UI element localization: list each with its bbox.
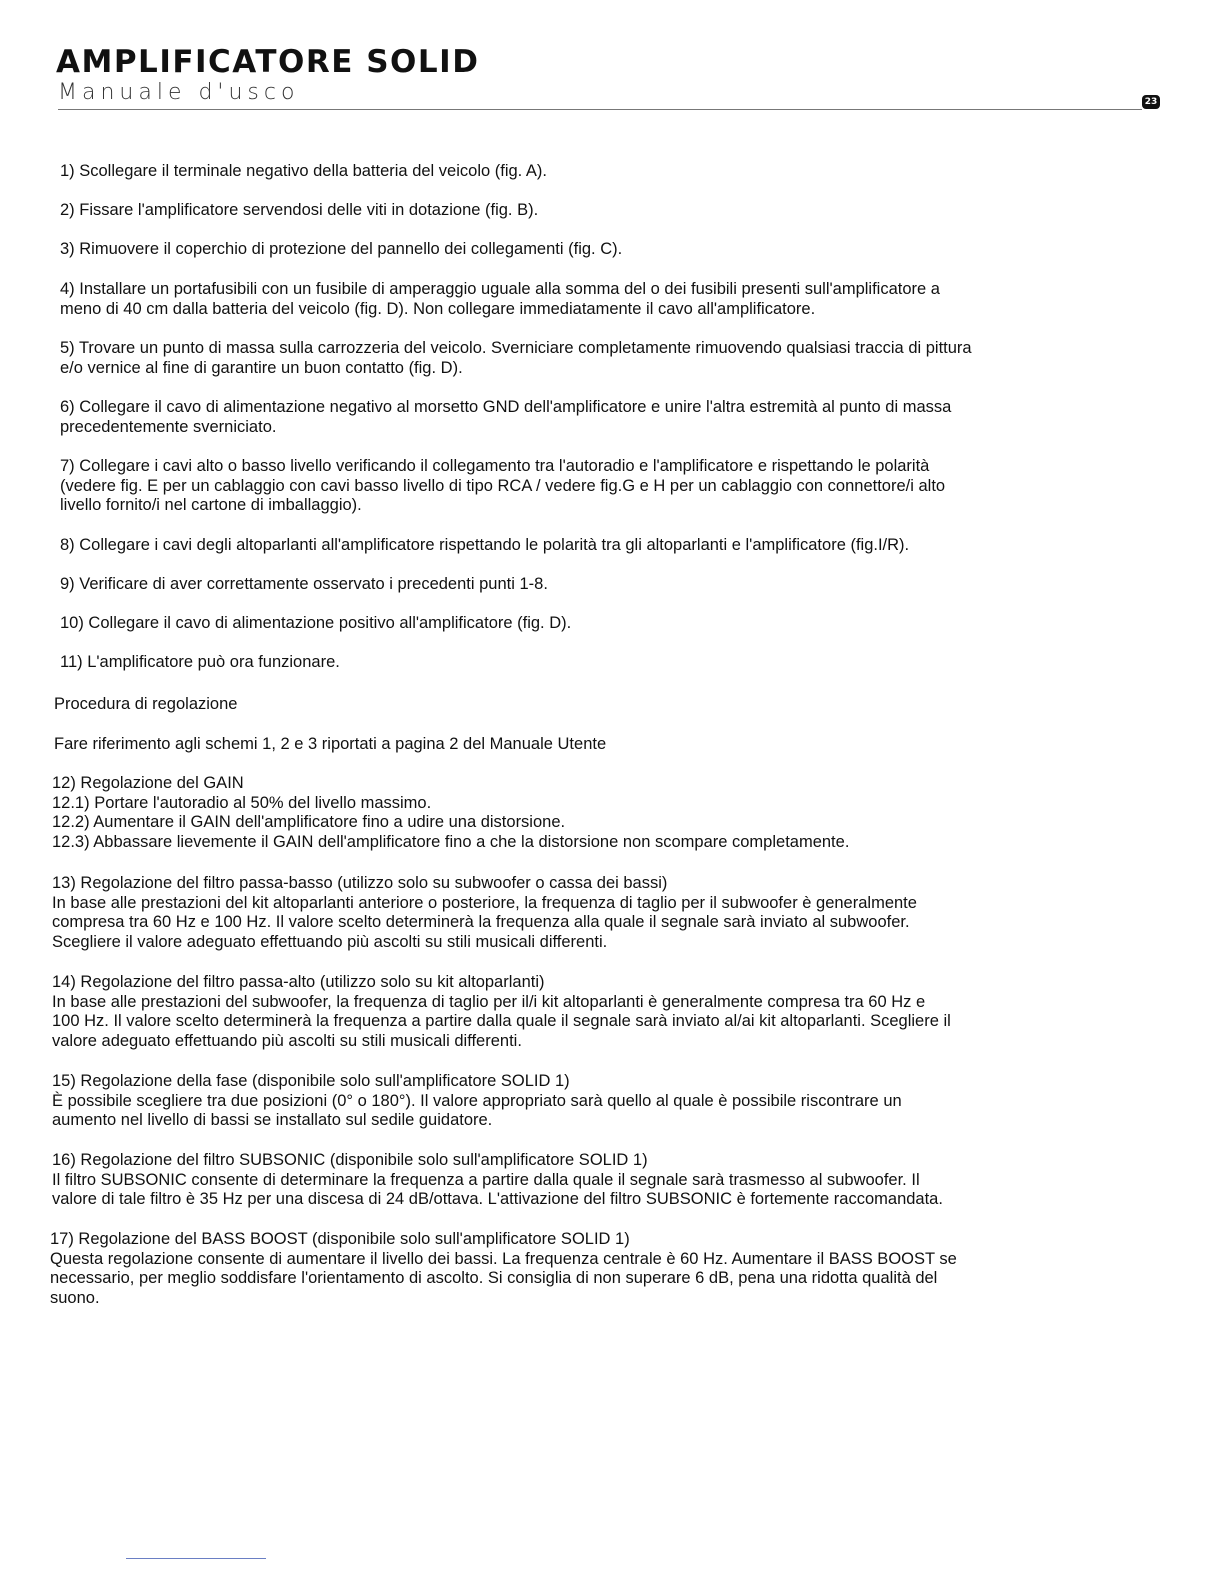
- step-3: 3) Rimuovere il coperchio di protezione del pannello dei collegamenti (fig. C).: [60, 240, 623, 258]
- section-17-bass-boost: 17) Regolazione del BASS BOOST (disponibile solo sull'amplificatore SOLID 1) Questa regolazione consente di aumentare il livello dei bassi. La frequenza centrale è 60 Hz. Aumentare il BASS BOOST se necessario, per meglio soddisfare l'orientamento di ascolto. Si consiglia di non superare 6 dB, pena una ridotta qualità del suono.: [50, 1230, 957, 1307]
- section-14-high-pass: 14) Regolazione del filtro passa-alto (utilizzo solo su kit altoparlanti) In base alle prestazioni del subwoofer, la frequenza di taglio per il/i kit altoparlanti è generalmente compresa tra 60 Hz e 100 Hz. Il valore scelto determinerà la frequenza a partire dalla quale il segnale sarà inviato al/ai kit altoparlanti. Scegliere il valore adeguato effettuando più ascolti su stili musicali differenti.: [52, 973, 951, 1050]
- footer-rule: [126, 1558, 266, 1559]
- step-10: 10) Collegare il cavo di alimentazione positivo all'amplificatore (fig. D).: [60, 614, 572, 632]
- section-13-low-pass: 13) Regolazione del filtro passa-basso (utilizzo solo su subwoofer o cassa dei bassi) In base alle prestazioni del kit altoparlanti anteriore o posteriore, la frequenza di taglio per il subwoofer è generalmente compresa tra 60 Hz e 100 Hz. Il valore scelto determinerà la frequenza alla quale il segnale sarà inviato al subwoofer. Scegliere il valore adeguato effettuando più ascolti su stili musicali differenti.: [52, 874, 917, 951]
- step-8: 8) Collegare i cavi degli altoparlanti all'amplificatore rispettando le polarità tra gli altoparlanti e l'amplificatore (fig.I/R).: [60, 536, 910, 554]
- step-5: 5) Trovare un punto di massa sulla carrozzeria del veicolo. Sverniciare completamente rimuovendo qualsiasi traccia di pittura e/o vernice al fine di garantire un buon contatto (fig. D).: [60, 339, 972, 377]
- step-6: 6) Collegare il cavo di alimentazione negativo al morsetto GND dell'amplificatore e unire l'altra estremità al punto di massa precedentemente sverniciato.: [60, 398, 952, 436]
- header-divider: [58, 109, 1142, 110]
- section-12-gain: 12) Regolazione del GAIN 12.1) Portare l'autoradio al 50% del livello massimo. 12.2) Aumentare il GAIN dell'amplificatore fino a udire una distorsione. 12.3) Abbassare lievemente il GAIN dell'amplificatore fino a che la distorsione non scompare completamente.: [52, 774, 850, 851]
- step-11: 11) L'amplificatore può ora funzionare.: [60, 653, 340, 671]
- section-15-phase: 15) Regolazione della fase (disponibile solo sull'amplificatore SOLID 1) È possibile scegliere tra due posizioni (0° o 180°). Il valore appropriato sarà quello al quale è possibile riscontrare un aumento nel livello di bassi se installato sul sedile guidatore.: [52, 1072, 902, 1129]
- step-9: 9) Verificare di aver correttamente osservato i precedenti punti 1-8.: [60, 575, 548, 593]
- adjustment-heading: Procedura di regolazione: [54, 695, 238, 713]
- step-2: 2) Fissare l'amplificatore servendosi delle viti in dotazione (fig. B).: [60, 201, 539, 219]
- section-16-subsonic: 16) Regolazione del filtro SUBSONIC (disponibile solo sull'amplificatore SOLID 1) Il filtro SUBSONIC consente di determinare la frequenza a partire dalla quale il segnale sarà trasmesso al subwoofer. Il valore di tale filtro è 35 Hz per una discesa di 24 dB/ottava. L'attivazione del filtro SUBSONIC è fortemente raccomandata.: [52, 1151, 943, 1208]
- document-subtitle: Manuale d'usco: [58, 80, 300, 105]
- step-4: 4) Installare un portafusibili con un fusibile di amperaggio uguale alla somma del o dei fusibili presenti sull'amplificatore a meno di 40 cm dalla batteria del veicolo (fig. D). Non collegare immediatamente il cavo all'amplificatore.: [60, 280, 940, 318]
- step-1: 1) Scollegare il terminale negativo della batteria del veicolo (fig. A).: [60, 162, 548, 180]
- adjustment-reference: Fare riferimento agli schemi 1, 2 e 3 riportati a pagina 2 del Manuale Utente: [54, 735, 607, 753]
- document-title: AMPLIFICATORE SOLID: [56, 44, 480, 80]
- step-7: 7) Collegare i cavi alto o basso livello verificando il collegamento tra l'autoradio e l'amplificatore e rispettando le polarità (vedere fig. E per un cablaggio con cavi basso livello di tipo RCA / vedere fig.G e H per un cablaggio con connettore/i alto livello fornito/i nel cartone di imballaggio).: [60, 457, 946, 514]
- page-number-badge: 23: [1142, 95, 1160, 109]
